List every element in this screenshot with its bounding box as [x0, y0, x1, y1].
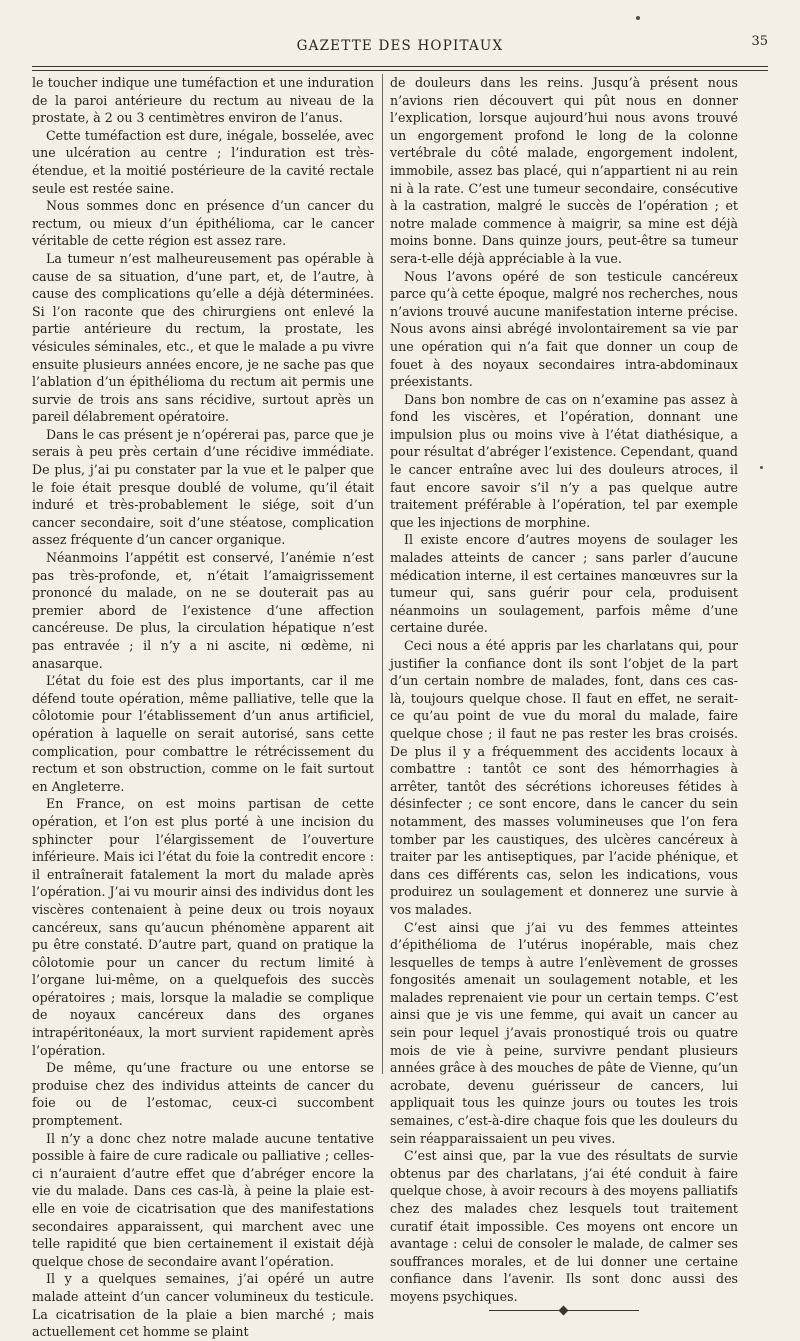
paragraph: Cette tuméfaction est dure, inégale, bosselée, avec une ulcération au centre ; l’induration est très-étendue, et la moitié postérieure de la cavité rectale seule est restée saine.: [32, 127, 374, 196]
paragraph: Dans le cas présent je n’opérerai pas, parce que je serais à peu près certain d’une récidive immédiate. De plus, j’ai pu constater par la vue et le palper que le foie était presque doublé de volume, qu’il était induré et très-probablement le siége, soit d’un cancer secondaire, soit d’une stéatose, complication assez fréquente d’un cancer organique.: [32, 426, 374, 548]
paragraph: Nous sommes donc en présence d’un cancer du rectum, ou mieux d’un épithélioma, car le cancer véritable de cette région est assez rare.: [32, 198, 374, 249]
header-rule: [32, 66, 768, 67]
paragraph: le toucher indique une tuméfaction et une induration de la paroi antérieure du rectum au niveau de la prostate, à 2 ou 3 centimètres environ de l’anus.: [32, 75, 374, 126]
page-number: 35: [751, 34, 768, 49]
paragraph: Néanmoins l’appétit est conservé, l’anémie n’est pas très-profonde, et, n’était l’amaigrissement prononcé du malade, on ne se douterait pas au premier abord de l’existence d’une affection cancéreuse. De plus, la circulation hépatique n’est pas entravée ; il n’y a ni ascite, ni œdème, ni anasarque.: [32, 550, 374, 671]
paragraph: Il y a quelques semaines, j’ai opéré un autre malade atteint d’un cancer volumineux du testicule. La cicatrisation de la plaie a bien marché ; mais actuellement cet homme se plaint: [32, 1271, 374, 1340]
print-speck: [636, 16, 640, 20]
section-end-ornament: [489, 1310, 639, 1311]
page-header: [30, 32, 770, 58]
paragraph: De même, qu’une fracture ou une entorse se produise chez des individus atteints de cancer du foie ou de l’estomac, ceux-ci succombent promptement.: [32, 1060, 374, 1129]
paragraph: de douleurs dans les reins. Jusqu’à présent nous n’avions rien découvert qui pût nous en donner l’explication, lorsque aujourd’hui nous avons trouvé un engorgement profond le long de la colonne vertébrale du côté malade, engorgement indolent, immobile, assez bas placé, qui n’appartient ni au rein ni à la rate. C’est une tumeur secondaire, consécutive à la castration, malgré le succès de l’opération ; et notre malade commence à maigrir, sa mine est déjà moins bonne. Dans quinze jours, peut-être sa tumeur sera-t-elle déjà appréciable à la vue.: [390, 75, 738, 266]
running-title: GAZETTE DES HOPITAUX: [296, 38, 504, 54]
print-speck: [760, 466, 763, 469]
left-column: [32, 74, 374, 1340]
paragraph: La tumeur n’est malheureusement pas opérable à cause de sa situation, d’une part, et, de l’autre, à cause des complications qu’elle a déjà déterminées. Si l’on raconte que des chirurgiens ont enlevé la partie antérieure du rectum, la prostate, les vésicules séminales, etc., et que le malade a pu vivre ensuite plusieurs années encore, je ne sache pas que l’ablation d’un épithélioma du rectum ait permis une survie de trois ans sans récidive, surtout après un pareil délabrement opératoire.: [32, 250, 374, 425]
paragraph: Il existe encore d’autres moyens de soulager les malades atteints de cancer ; sans parler d’aucune médication interne, il est certaines manœuvres sur la tumeur qui, sans guérir pour cela, produisent néanmoins un soulagement, parfois même d’une certaine durée.: [390, 532, 738, 636]
header-rule-double: [32, 70, 768, 71]
paragraph: L’état du foie est des plus importants, car il me défend toute opération, même palliative, telle que la côlotomie pour l’établissement d’un anus artificiel, opération à laquelle on serait autorisé, sans cette complication, pour combattre le rétrécissement du rectum et son obstruction, comme on le fait surtout en Angleterre.: [32, 673, 374, 794]
paragraph: C’est ainsi que, par la vue des résultats de survie obtenus par des charlatans, j’ai été conduit à faire quelque chose, à avoir recours à des moyens palliatifs chez des malades chez lesquels tout traitement curatif était impossible. Ces moyens ont encore un avantage : celui de consoler le malade, de calmer ses souffrances morales, et de lui donner une certaine confiance dans l’avenir. Ils sont donc aussi des moyens psychiques.: [390, 1148, 738, 1304]
paragraph: Ceci nous a été appris par les charlatans qui, pour justifier la confiance dont ils sont l’objet de la part d’un certain nombre de malades, font, dans ces cas-là, toujours quelque chose. Il faut en effet, ne serait-ce qu’au point de vue du moral du malade, faire quelque chose ; il faut ne pas rester les bras croisés. De plus il y a fréquemment des accidents locaux à combattre : tantôt ce sont des hémorrhagies à arrêter, tantôt des sécrétions ichoreuses fétides à désinfecter ; ce sont encore, dans le cancer du sein notamment, des masses volumineuses que l’on fera tomber par les caustiques, des ulcères cancéreux à traiter par les antiseptiques, par l’acide phénique, et dans ces différents cas, selon les indications, vous produirez un soulagement et donnerez une survie à vos malades.: [390, 638, 738, 917]
right-column: [390, 74, 738, 1304]
paragraph: En France, on est moins partisan de cette opération, et l’on est plus porté à une incision du sphincter pour l’élargissement de l’ouverture inférieure. Mais ici l’état du foie la contredit encore : il entraînerait fatalement la mort du malade après l’opération. J’ai vu mourir ainsi des individus dont les viscères contenaient à peine deux ou trois noyaux cancéreux, sans qu’aucun phénomène apparent ait pu être constaté. D’autre part, quand on pratique la côlotomie pour un cancer du rectum limité à l’organe lui-même, on a quelquefois des succès opératoires ; mais, lorsque la maladie se complique de noyaux cancéreux dans des organes intrapéritonéaux, la mort survient rapidement après l’opération.: [32, 796, 374, 1058]
paragraph: Dans bon nombre de cas on n’examine pas assez à fond les viscères, et l’opération, donnant une impulsion plus ou moins vive à l’état diathésique, a pour résultat d’abréger l’existence. Cependant, quand le cancer entraîne avec lui des douleurs atroces, il faut encore savoir s’il n’y a pas quelque autre traitement préférable à l’opération, tel par exemple que les injections de morphine.: [390, 391, 738, 530]
paragraph: C’est ainsi que j’ai vu des femmes atteintes d’épithélioma de l’utérus inopérable, mais chez lesquelles de temps à autre l’enlèvement de grosses fongosités amenait un soulagement notable, et les malades reprenaient vie pour un certain temps. C’est ainsi que je vis une femme, qui avait un cancer au sein pour lequel j’avais pronostiqué trois ou quatre mois de vie à peine, survivre pendant plusieurs années grâce à des mouches de pâte de Vienne, qu’un acrobate, devenu guérisseur de cancers, lui appliquait tous les quinze jours ou toutes les trois semaines, c’est-à-dire chaque fois que les douleurs du sein réapparaissaient un peu vives.: [390, 919, 738, 1146]
paragraph: Il n’y a donc chez notre malade aucune tentative possible à faire de cure radicale ou palliative ; celles-ci n’auraient d’autre effet que d’abréger encore la vie du malade. Dans ces cas-là, à peine la plaie est-elle en voie de cicatrisation que des manifestations secondaires apparaissent, qui marchent avec une telle rapidité que bien certainement il existait déjà quelque chose de secondaire avant l’opération.: [32, 1130, 374, 1269]
column-divider: [382, 74, 383, 1074]
paragraph: Nous l’avons opéré de son testicule cancéreux parce qu’à cette époque, malgré nos recherches, nous n’avions trouvé aucune manifestation interne précise. Nous avons ainsi abrégé involontairement sa vie par une opération qui n’a fait que donner un coup de fouet à des noyaux secondaires intra-abdominaux préexistants.: [390, 268, 738, 390]
